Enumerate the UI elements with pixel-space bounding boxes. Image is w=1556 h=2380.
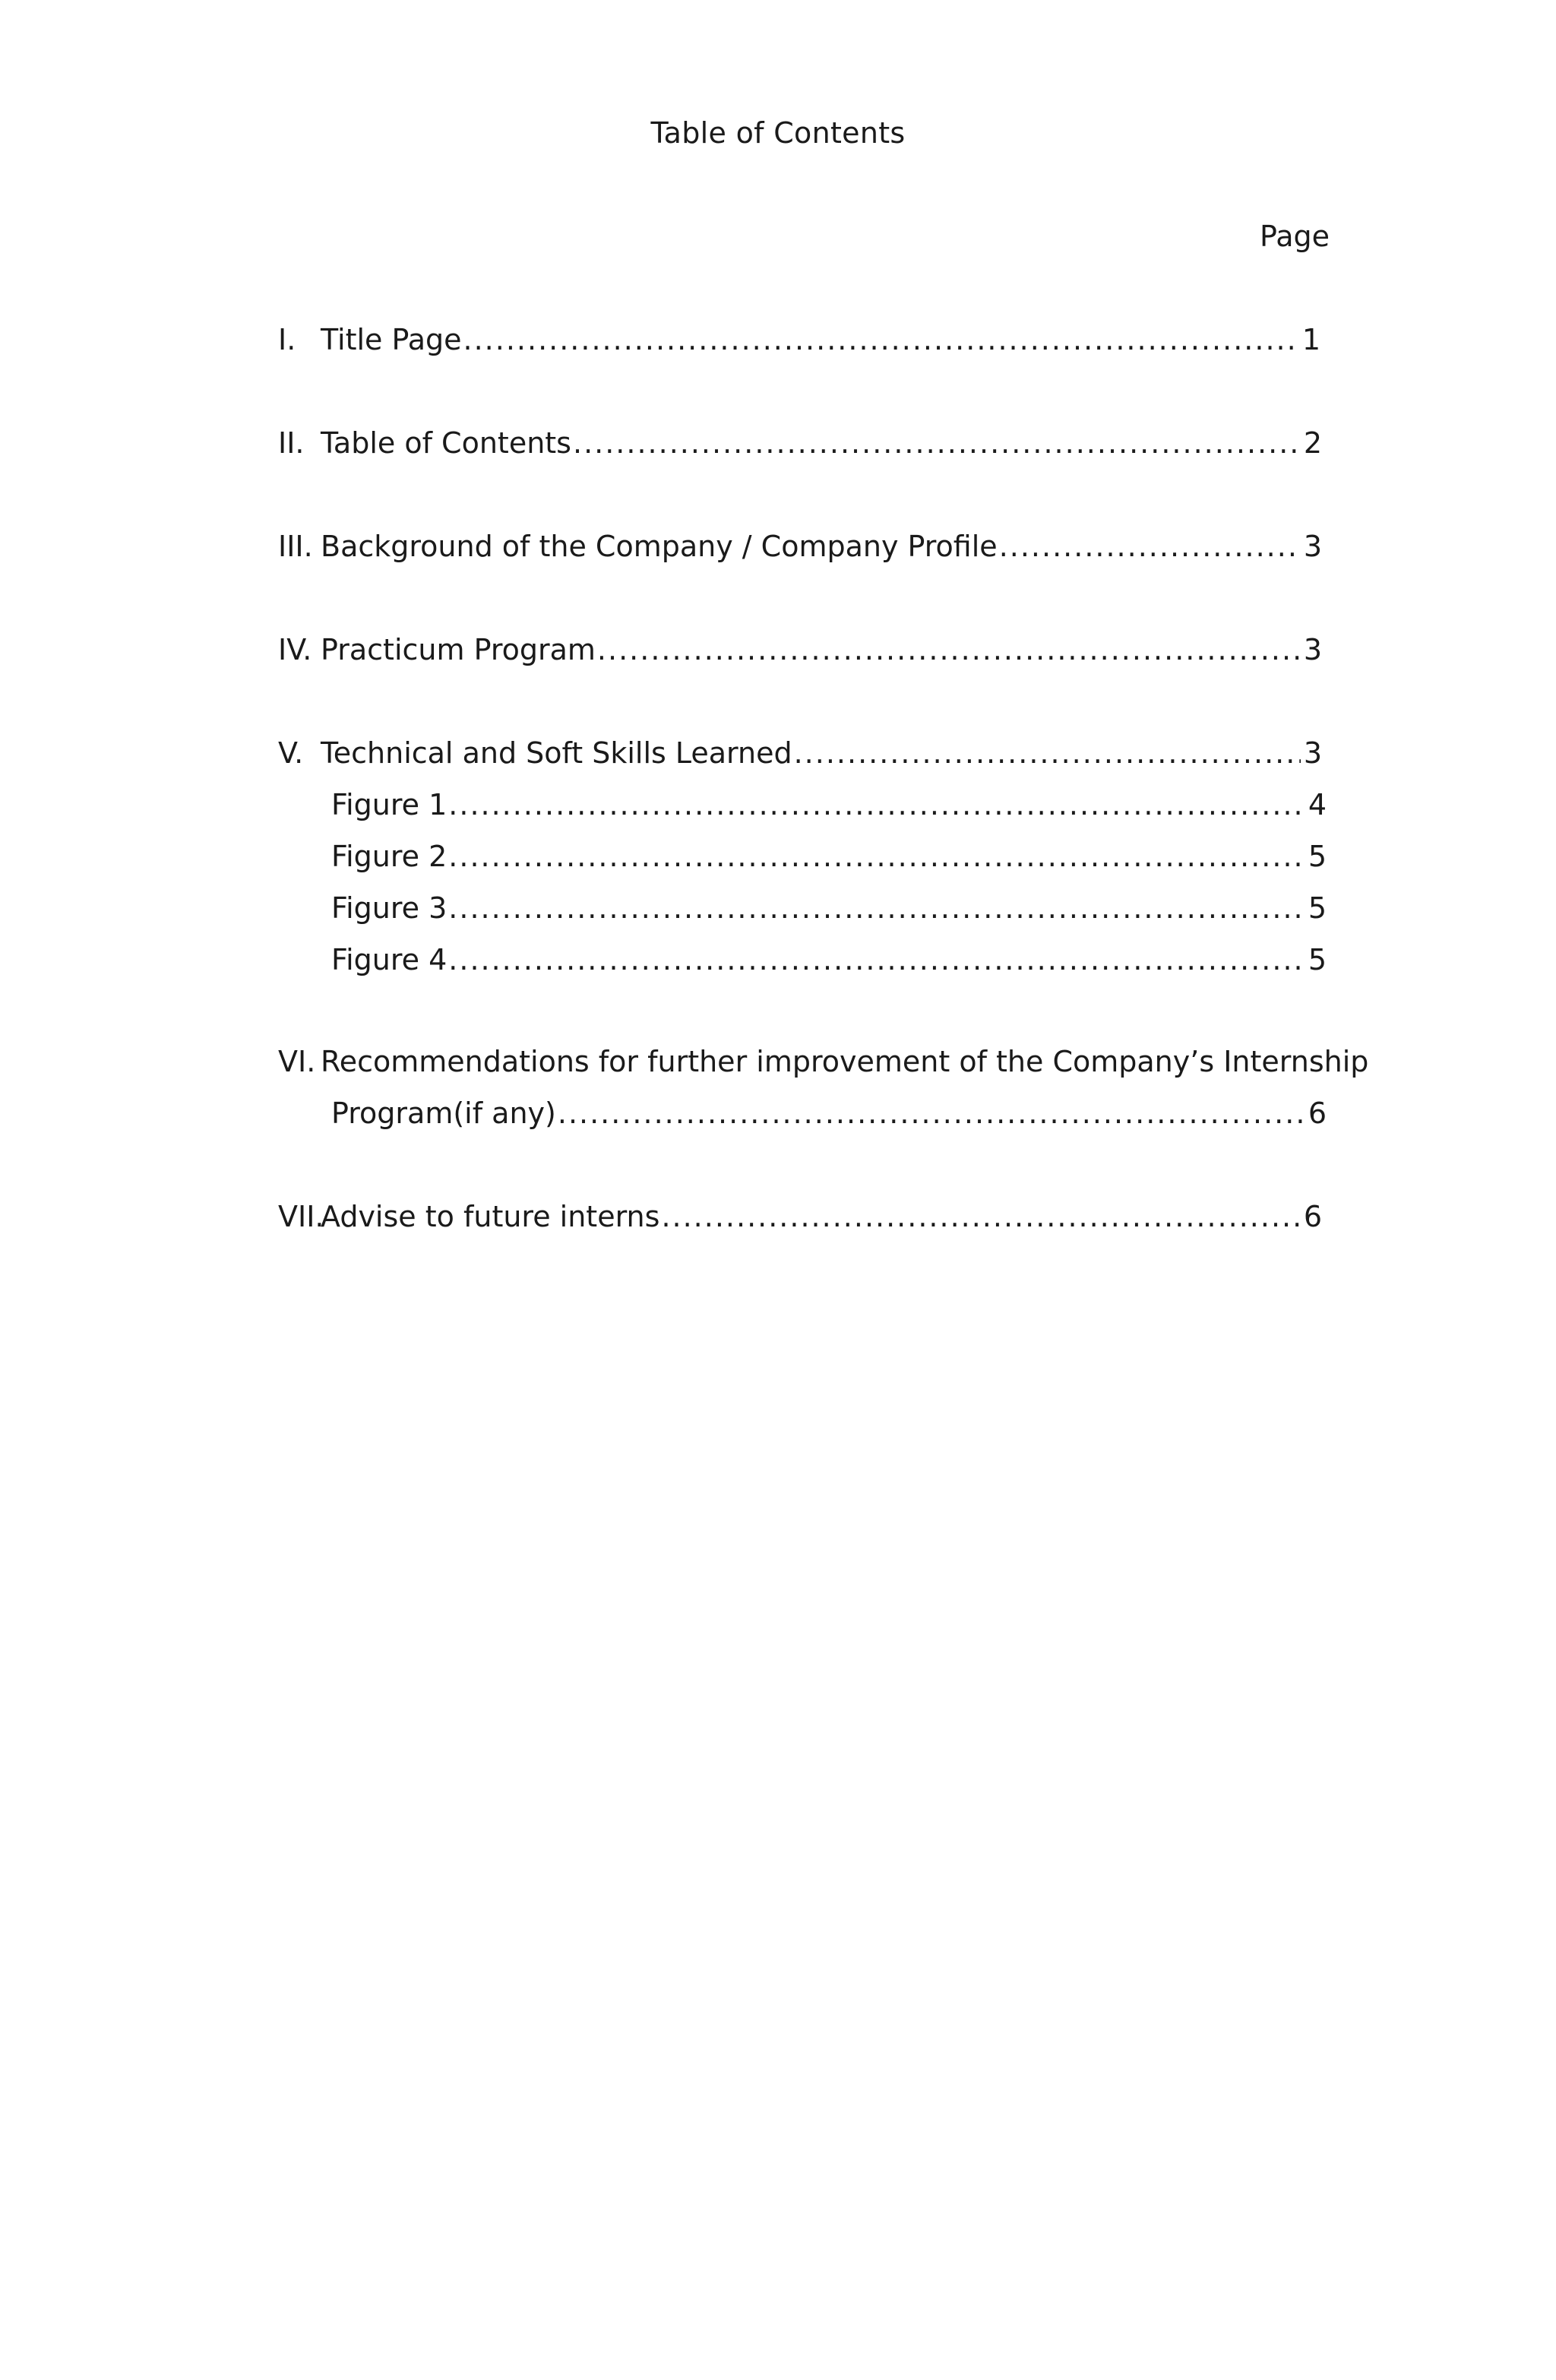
dot-leader	[573, 424, 1301, 462]
page-column-heading: Page	[1260, 220, 1330, 253]
toc-subentry-figure-2	[331, 837, 1327, 875]
toc-page-number: 4	[1308, 788, 1327, 821]
toc-page-number: 6	[1303, 1200, 1322, 1233]
toc-label-continued: Program(if any)	[331, 1097, 556, 1130]
toc-label: Figure 2	[331, 840, 448, 873]
toc-subentry-figure-1	[331, 786, 1327, 824]
dot-leader	[597, 631, 1301, 669]
dot-leader	[448, 941, 1305, 979]
toc-page-number: 3	[1303, 633, 1322, 666]
dot-leader	[448, 786, 1305, 824]
dot-leader	[463, 321, 1299, 359]
toc-page-number: 5	[1308, 943, 1327, 976]
toc-label: Recommendations for further improvement of the Company’s Internship	[321, 1045, 1369, 1078]
toc-page-number: 5	[1308, 840, 1327, 873]
toc-label: Figure 1	[331, 788, 448, 821]
toc-numeral: V.	[278, 736, 304, 770]
toc-label: Table of Contents	[321, 426, 571, 460]
toc-numeral: I.	[278, 323, 296, 356]
toc-entry-recommendations	[278, 1043, 1368, 1081]
dot-leader	[999, 527, 1301, 565]
toc-label: Advise to future interns	[321, 1200, 660, 1233]
toc-label: Background of the Company / Company Profile	[321, 530, 998, 563]
toc-entry-title-page	[278, 321, 1320, 359]
toc-label: Practicum Program	[321, 633, 596, 666]
toc-label: Figure 3	[331, 891, 448, 925]
toc-page-number: 3	[1303, 530, 1322, 563]
toc-entry-practicum-program	[278, 631, 1322, 669]
toc-page-number: 3	[1303, 736, 1322, 770]
toc-entry-advise-future-interns	[278, 1198, 1322, 1236]
toc-numeral: VI.	[278, 1045, 316, 1078]
toc-label: Figure 4	[331, 943, 448, 976]
toc-numeral: III.	[278, 530, 313, 563]
dot-leader	[558, 1094, 1305, 1132]
toc-page-number: 2	[1303, 426, 1322, 460]
toc-entry-table-of-contents	[278, 424, 1322, 462]
dot-leader	[794, 734, 1301, 772]
dot-leader	[661, 1198, 1300, 1236]
dot-leader	[448, 837, 1305, 875]
toc-subentry-figure-4	[331, 941, 1327, 979]
toc-numeral: VII.	[278, 1200, 324, 1233]
toc-numeral: IV.	[278, 633, 312, 666]
page-title: Table of Contents	[650, 116, 906, 150]
toc-entry-skills-learned	[278, 734, 1322, 772]
toc-subentry-figure-3	[331, 889, 1327, 927]
toc-label: Title Page	[321, 323, 462, 356]
toc-numeral: II.	[278, 426, 305, 460]
toc-page-number: 5	[1308, 891, 1327, 925]
dot-leader	[448, 889, 1305, 927]
toc-page-number: 1	[1301, 323, 1320, 356]
toc-label: Technical and Soft Skills Learned	[321, 736, 792, 770]
toc-page-number: 6	[1308, 1097, 1327, 1130]
toc-entry-recommendations-continued	[331, 1094, 1327, 1132]
toc-entry-company-profile	[278, 527, 1322, 565]
